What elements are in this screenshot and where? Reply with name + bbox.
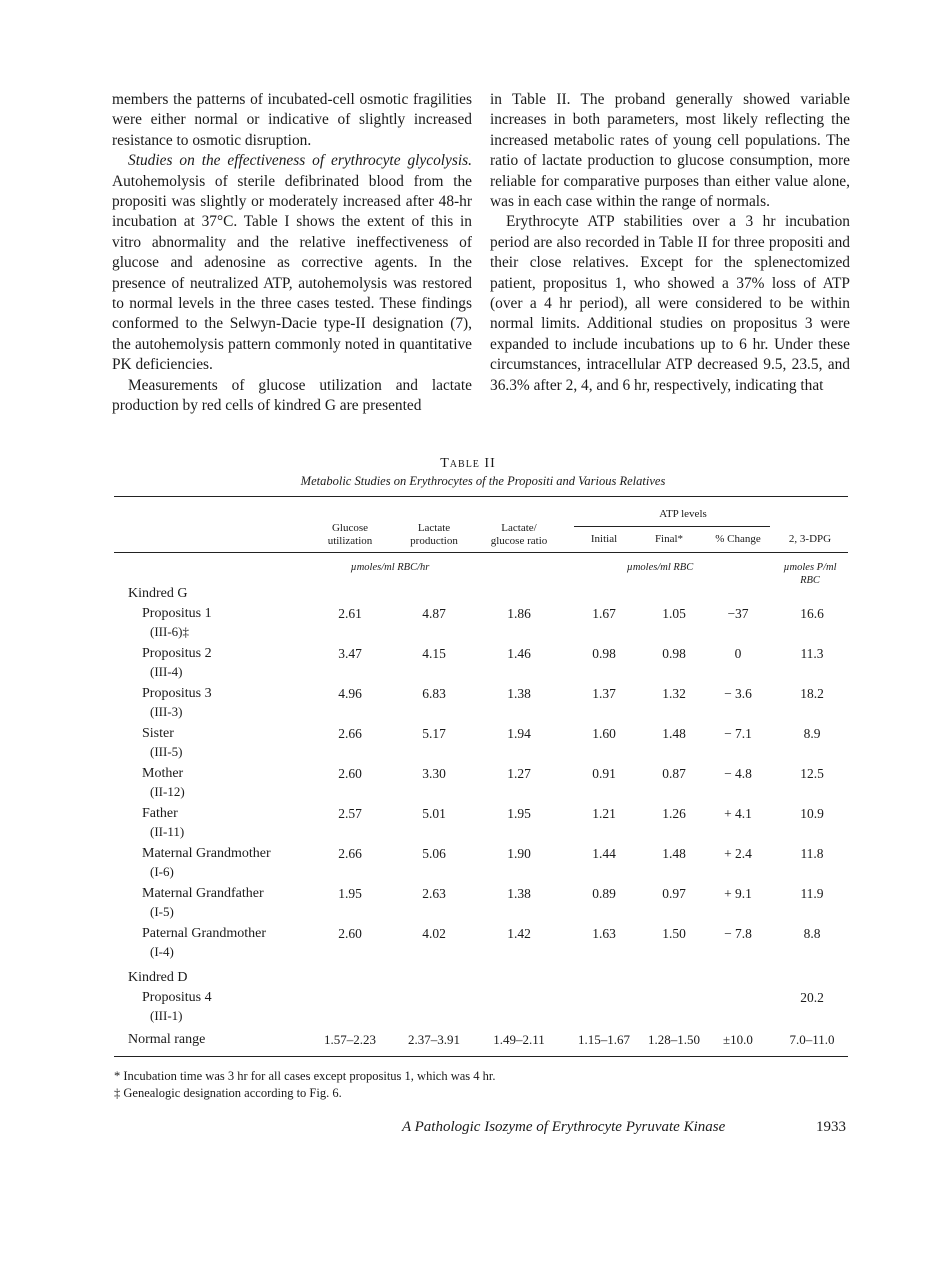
table-row: [0, 990, 936, 1030]
row-name: Mother: [142, 766, 184, 781]
cell-ratio: 1.90: [507, 846, 531, 861]
row-designation: (III-4): [150, 664, 183, 679]
cell-change: + 2.4: [724, 846, 752, 861]
header-lactate-production: [389, 522, 479, 548]
header-atp-final: Final*: [654, 533, 684, 545]
cell-final: 0.97: [662, 886, 686, 901]
cell-ratio: 1.94: [507, 726, 531, 741]
header-atp-initial: Initial: [590, 533, 618, 545]
section-heading-glycolysis: Studies on the effectiveness of erythrocyte glycolysis.: [128, 152, 472, 170]
cell-glucose: 2.60: [338, 926, 362, 941]
cell-lactate: 2.63: [422, 886, 446, 901]
cell-initial: 1.60: [592, 726, 616, 741]
cell-lactate: 3.30: [422, 766, 446, 781]
row-name: Propositus 2: [142, 646, 212, 661]
right-text-column: [490, 90, 850, 396]
cell-glucose: 1.95: [338, 886, 362, 901]
cell-ratio: 1.42: [507, 926, 531, 941]
row-designation: (III-6)‡: [150, 624, 189, 639]
header-atp-levels: ATP levels: [659, 508, 707, 520]
left-text-column: [112, 90, 472, 417]
cell-lactate: 5.01: [422, 806, 446, 821]
left-paragraph-1: members the patterns of incubated-cell osmotic fragilities were either normal or indicative of slightly increased resistance to osmotic disruption.: [112, 91, 472, 149]
cell-lactate: 5.06: [422, 846, 446, 861]
table-row: [0, 646, 936, 686]
cell-glucose: 3.47: [338, 646, 362, 661]
cell-final: 1.48: [662, 726, 686, 741]
header-atp-change: % Change: [715, 533, 761, 545]
cell-glucose: 4.96: [338, 686, 362, 701]
cell-ratio: 1.27: [507, 766, 531, 781]
cell-dpg: 11.8: [800, 846, 824, 861]
row-name: Maternal Grandmother: [142, 846, 271, 861]
cell-change: + 4.1: [724, 806, 752, 821]
normal-lactate: 2.37–3.91: [408, 1032, 460, 1047]
cell-ratio: 1.38: [507, 686, 531, 701]
cell-dpg: 16.6: [800, 606, 824, 621]
cell-initial: 1.44: [592, 846, 616, 861]
table-subtitle: Metabolic Studies on Erythrocytes of the Propositi and Various Relatives: [300, 474, 666, 488]
footnote-incubation: * Incubation time was 3 hr for all cases except propositus 1, which was 4 hr.: [114, 1069, 496, 1083]
cell-change: − 7.1: [724, 726, 752, 741]
cell-initial: 1.37: [592, 686, 616, 701]
row-designation: (III-5): [150, 744, 183, 759]
cell-lactate: 6.83: [422, 686, 446, 701]
header-bottom-rule: [114, 552, 848, 553]
cell-final: 0.87: [662, 766, 686, 781]
row-designation: (I-6): [150, 864, 174, 879]
cell-initial: 0.91: [592, 766, 616, 781]
normal-ratio: 1.49–2.11: [493, 1032, 545, 1047]
header-dpg: 2, 3-DPG: [788, 533, 832, 545]
normal-final: 1.28–1.50: [648, 1032, 700, 1047]
row-designation: (III-3): [150, 704, 183, 719]
cell-change: + 9.1: [724, 886, 752, 901]
cell-change: −37: [727, 606, 749, 621]
table-title: Table II: [440, 456, 496, 471]
cell-dpg: 8.9: [803, 726, 821, 741]
cell-final: 1.32: [662, 686, 686, 701]
cell-ratio: 1.38: [507, 886, 531, 901]
row-designation: (I-4): [150, 944, 174, 959]
row-designation: (II-12): [150, 784, 185, 799]
table-row: [0, 766, 936, 806]
header-lactate-glucose-ratio: [474, 522, 564, 548]
cell-glucose: 2.66: [338, 726, 362, 741]
cell-dpg: 11.3: [800, 646, 824, 661]
cell-glucose: 2.66: [338, 846, 362, 861]
table-row: [0, 806, 936, 846]
cell-initial: 1.63: [592, 926, 616, 941]
row-name: Propositus 3: [142, 686, 212, 701]
unit-rate: µmoles/ml RBC/hr: [350, 562, 430, 573]
cell-initial: 0.89: [592, 886, 616, 901]
row-name: Propositus 1: [142, 606, 212, 621]
cell-final: 1.05: [662, 606, 686, 621]
table-row: [0, 606, 936, 646]
footnote-genealogic: ‡ Genealogic designation according to Fig. 6.: [114, 1086, 342, 1100]
cell-dpg: 11.9: [800, 886, 824, 901]
normal-change: ±10.0: [723, 1032, 753, 1047]
header-ratio-line1: Lactate/: [501, 522, 537, 534]
header-glucose-line1: Glucose: [331, 522, 369, 534]
header-glucose-utilization: [305, 522, 395, 548]
unit-atp: µmoles/ml RBC: [626, 562, 694, 573]
normal-initial: 1.15–1.67: [578, 1032, 630, 1047]
cell-final: 1.48: [662, 846, 686, 861]
header-ratio-line2: glucose ratio: [490, 535, 548, 547]
cell-dpg: 10.9: [800, 806, 824, 821]
cell-dpg: 12.5: [800, 766, 824, 781]
cell-change: − 7.8: [724, 926, 752, 941]
header-glucose-line2: utilization: [327, 535, 373, 547]
left-paragraph-3: Measurements of glucose utilization and lactate production by red cells of kindred G are presented: [112, 376, 472, 415]
cell-glucose: 2.57: [338, 806, 362, 821]
row-name: Sister: [142, 726, 174, 741]
row-designation: (II-11): [150, 824, 185, 839]
table-row: [0, 686, 936, 726]
cell-change: − 3.6: [724, 686, 752, 701]
cell-dpg: 18.2: [800, 686, 824, 701]
table-row: [0, 926, 936, 966]
table-row: [0, 846, 936, 886]
row-name: Propositus 4: [142, 990, 212, 1005]
cell-lactate: 5.17: [422, 726, 446, 741]
cell-initial: 1.21: [592, 806, 616, 821]
right-paragraph-1: in Table II. The proband generally showed variable increases in both parameters, most likely reflecting the increased metabolic rates of young cell populations. The ratio of lactate production to glucose consumption, more reliable for comparative purposes than either value alone, was in each case within the range of normals.: [490, 91, 850, 211]
cell-final: 1.50: [662, 926, 686, 941]
row-name: Father: [142, 806, 178, 821]
cell-final: 0.98: [662, 646, 686, 661]
cell-ratio: 1.95: [507, 806, 531, 821]
cell-ratio: 1.86: [507, 606, 531, 621]
normal-glucose: 1.57–2.23: [324, 1032, 376, 1047]
normal-dpg: 7.0–11.0: [789, 1032, 835, 1047]
row-designation: (III-1): [150, 1008, 183, 1023]
running-title: A Pathologic Isozyme of Erythrocyte Pyruvate Kinase: [402, 1119, 726, 1135]
right-paragraph-2: Erythrocyte ATP stabilities over a 3 hr incubation period are also recorded in Table II for three propositi and their close relatives. Except for the splenectomized patient, propositus 1, who showed a 37% loss of ATP (over a 4 hr period), all were considered to be within normal limits. Additional studies on propositus 3 were expanded to include incubations up to 6 hr. Under these circumstances, intracellular ATP decreased 9.5, 23.5, and 36.3% after 2, 4, and 6 hr, respectively, indicating that: [490, 213, 850, 394]
cell-ratio: 1.46: [507, 646, 531, 661]
cell-glucose: 2.60: [338, 766, 362, 781]
table-row: [0, 886, 936, 926]
cell-change: 0: [734, 646, 742, 661]
cell-final: 1.26: [662, 806, 686, 821]
cell-initial: 1.67: [592, 606, 616, 621]
cell-lactate: 4.15: [422, 646, 446, 661]
row-name: Paternal Grandmother: [142, 926, 267, 941]
left-paragraph-2: [112, 151, 472, 375]
normal-range-label: Normal range: [128, 1032, 206, 1047]
normal-range-row: [0, 1032, 936, 1050]
section-kindred-g: Kindred G: [128, 586, 188, 601]
header-lactate-line1: Lactate: [417, 522, 451, 534]
table-top-rule: [114, 496, 848, 497]
cell-change: − 4.8: [724, 766, 752, 781]
page-number: 1933: [816, 1119, 846, 1135]
cell-initial: 0.98: [592, 646, 616, 661]
table-row: [0, 726, 936, 766]
header-lactate-line2: production: [410, 535, 458, 547]
cell-lactate: 4.02: [422, 926, 446, 941]
unit-dpg-line1: µmoles P/ml: [783, 562, 837, 573]
atp-group-rule: [574, 526, 770, 527]
cell-lactate: 4.87: [422, 606, 446, 621]
table-bottom-rule: [114, 1056, 848, 1057]
row-name: Maternal Grandfather: [142, 886, 264, 901]
cell-dpg: 8.8: [803, 926, 821, 941]
cell-dpg: 20.2: [800, 990, 824, 1005]
left-paragraph-2-text: Autohemolysis of sterile defibrinated blood from the propositi was slightly or moderately increased after 48-hr incubation at 37°C. Table I shows the extent of this in vitro abnormality and the relative ineffectiveness of glucose and adenosine as corrective agents. In the presence of neutralized ATP, autohemolysis was restored to normal levels in the three cases tested. These findings conformed to the Selwyn-Dacie type-II designation (7), the autohemolysis pattern commonly noted in quantitative PK deficiencies.: [112, 172, 472, 374]
row-designation: (I-5): [150, 904, 174, 919]
cell-glucose: 2.61: [338, 606, 362, 621]
section-kindred-d: Kindred D: [128, 970, 188, 985]
unit-dpg-line2: RBC: [800, 575, 820, 586]
